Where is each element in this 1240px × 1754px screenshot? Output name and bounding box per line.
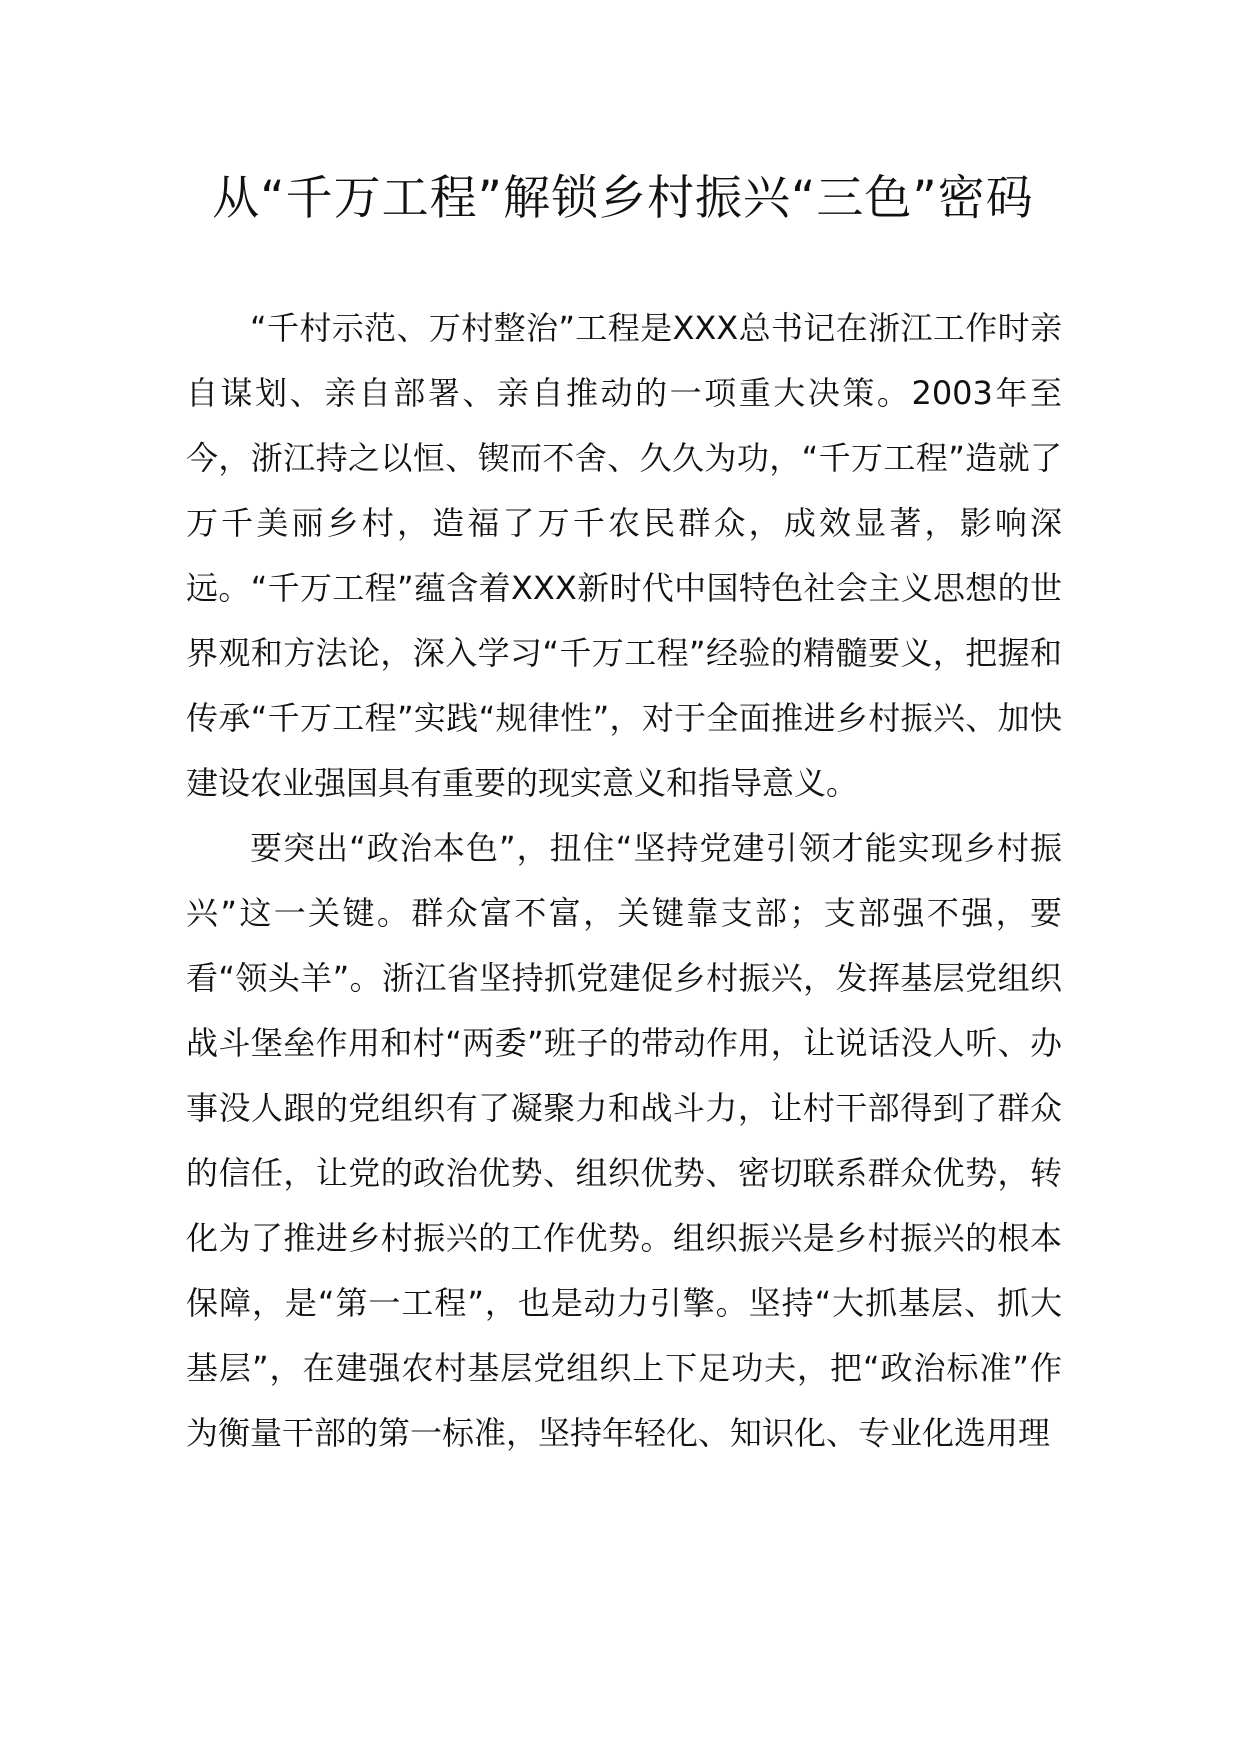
paragraph-intro: “千村示范、万村整治”工程是XXX总书记在浙江工作时亲自谋划、亲自部署、亲自推动的一项重大决策。2003年至今，浙江持之以恒、锲而不舍、久久为功，“千万工程”造就了万千美丽乡村，造福了万千农民群众，成效显著，影响深远。“千万工程”蕴含着XXX新时代中国特色社会主义思想的世界观和方法论，深入学习“千万工程”经验的精髓要义，把握和传承“千万工程”实践“规律性”，对于全面推进乡村振兴、加快建设农业强国具有重要的现实意义和指导意义。: [186, 309, 1062, 802]
paragraph-political-color: 要突出“政治本色”，扭住“坚持党建引领才能实现乡村振兴”这一关键。群众富不富，关键靠支部；支部强不强，要看“领头羊”。浙江省坚持抓党建促乡村振兴，发挥基层党组织战斗堡垒作用和村“两委”班子的带动作用，让说话没人听、办事没人跟的党组织有了凝聚力和战斗力，让村干部得到了群众的信任，让党的政治优势、组织优势、密切联系群众优势，转化为了推进乡村振兴的工作优势。组织振兴是乡村振兴的根本保障，是“第一工程”，也是动力引擎。坚持“大抓基层、抓大基层”，在建强农村基层党组织上下足功夫，把“政治标准”作为衡量干部的第一标准，坚持年轻化、知识化、专业化选用理: [186, 829, 1062, 1452]
document-body: [186, 296, 1062, 1466]
document-title: 从“千万工程”解锁乡村振兴“三色”密码: [212, 171, 1034, 226]
